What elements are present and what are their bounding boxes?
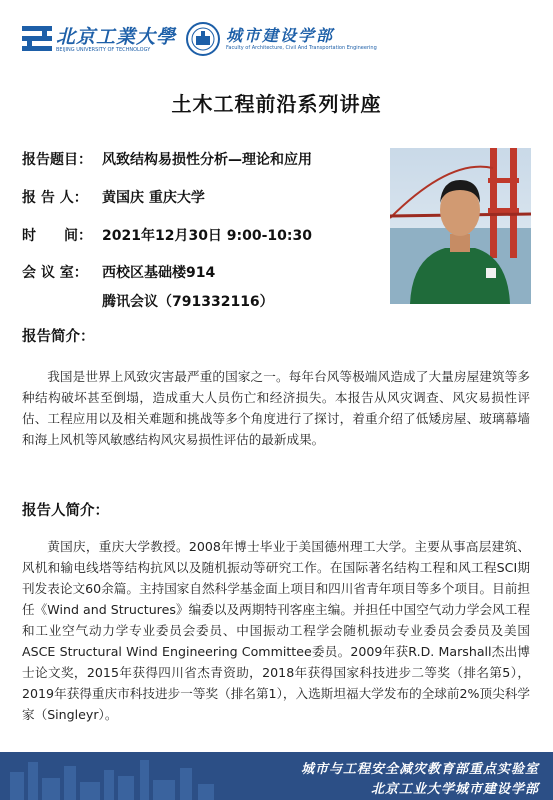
venue-label: 会 议 室： — [22, 265, 88, 281]
online-row — [22, 291, 274, 311]
abstract-heading: 报告简介： — [22, 329, 95, 345]
online-meeting-value: 腾讯会议（791332116） — [102, 294, 274, 310]
abstract-text: 我国是世界上风致灾害最严重的国家之一。每年台风等极端风造成了大量房屋建筑等多种结构破坏甚至倒塌，造成重大人员伤亡和经济损失。本报告从风灾调查、风灾易损性评估、工程应用以及相关难题和挑战等多个角度进行了探讨，着重介绍了低矮房屋、玻璃幕墙和海上风机等风敏感结构风灾易损性评估的最新成果。 — [22, 369, 530, 447]
bio-paragraph — [22, 536, 530, 725]
bio-text: 黄国庆，重庆大学教授。2008年博士毕业于美国德州理工大学。主要从事高层建筑、风机和输电线塔等结构抗风以及随机振动等研究工作。在国际著名结构工程和风工程SCI期刊发表论文60余篇。主持国家自然科学基金面上项目和四川省青年项目等多个项目。目前担任《Wind and Structures》编委以及两期特刊客座主编。并担任中国空气动力学会风工程和工业空气动力学专业委员会委员、中国振动工程学会随机振动专业委员会委员及美国ASCE Structural Wind Engineering Committee委员。2009年获R.D. Marshall杰出博士论文奖，2015年获得四川省杰青资助，2018年获得国家科技进步二等奖（排名第5），2019年获得重庆市科技进步一等奖（排名第1），入选斯坦福大学发布的全球前2%顶尖科学家（Singleyr）。 — [22, 539, 530, 722]
time-row — [22, 225, 312, 245]
department-name: 城市建设学部 — [226, 26, 335, 45]
speaker-value: 黄国庆 重庆大学 — [102, 190, 205, 206]
footer-faculty-name: 北京工业大学城市建设学部 — [370, 782, 539, 797]
department-name-en: Faculty of Architecture, Civil And Transportation Engineering — [226, 45, 377, 51]
speaker-row — [22, 187, 205, 207]
bio-heading: 报告人简介： — [22, 503, 109, 519]
footer-lab-name: 城市与工程安全减灾教育部重点实验室 — [300, 762, 539, 777]
header — [0, 0, 553, 62]
university-logo-icon — [22, 26, 52, 52]
speaker-photo — [390, 148, 531, 304]
topic-label: 报告题目： — [22, 152, 92, 168]
time-label: 时 间： — [22, 228, 92, 244]
university-name: 北京工業大學 — [56, 26, 177, 48]
speaker-label: 报 告 人： — [22, 190, 88, 206]
topic-value: 风致结构易损性分析—理论和应用 — [102, 152, 312, 168]
page-title: 土木工程前沿系列讲座 — [171, 92, 382, 116]
university-name-en: BEIJING UNIVERSITY OF TECHNOLOGY — [56, 47, 151, 53]
time-value: 2021年12月30日 9:00-10:30 — [102, 228, 312, 244]
department-seal-icon — [186, 22, 220, 56]
abstract-paragraph — [22, 366, 530, 450]
footer-banner — [0, 752, 553, 800]
venue-value: 西校区基础楼914 — [102, 265, 216, 281]
topic-row — [22, 149, 312, 169]
venue-row — [22, 262, 215, 282]
